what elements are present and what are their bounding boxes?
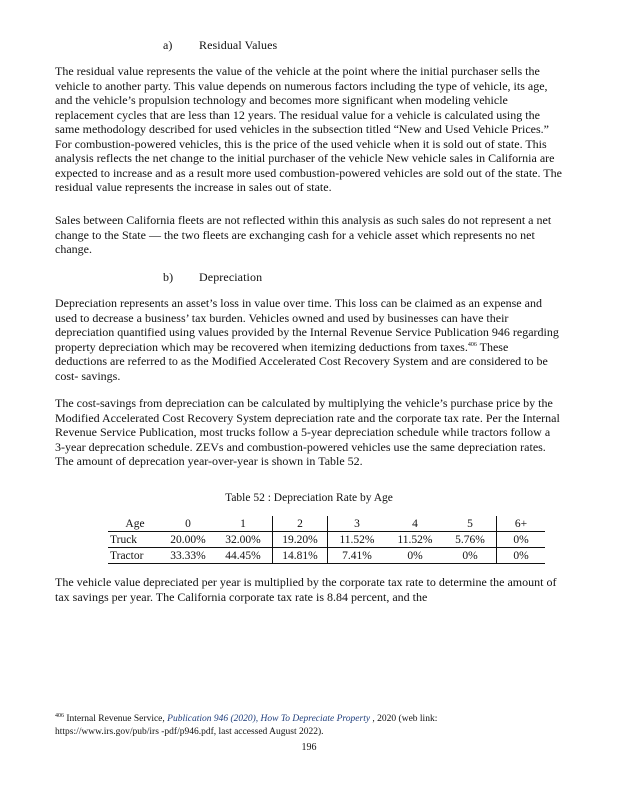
table-cell: 5.76% bbox=[444, 532, 497, 548]
table-row bbox=[108, 548, 545, 564]
footnote-url[interactable]: https://www.irs.gov/pub/irs -pdf/p946.pdf, last accessed August 2022). bbox=[55, 727, 324, 738]
page-number: 196 bbox=[301, 742, 317, 753]
paragraph-depreciation bbox=[55, 296, 563, 383]
table-header-cell: 2 bbox=[273, 516, 328, 532]
table-header-row bbox=[108, 516, 545, 532]
table-cell: 0% bbox=[386, 548, 444, 564]
section-heading-depreciation bbox=[163, 270, 262, 285]
table-cell: 32.00% bbox=[214, 532, 273, 548]
table-cell: 44.45% bbox=[214, 548, 273, 564]
table-cell: 0% bbox=[497, 548, 546, 564]
table-header-cell: Age bbox=[108, 516, 162, 532]
paragraph-text: These deductions are referred to as the Modified Accelerated Cost Recovery System and are considered to be cost- savings. bbox=[55, 339, 548, 383]
table-cell: 20.00% bbox=[162, 532, 214, 548]
table-header-cell: 5 bbox=[444, 516, 497, 532]
footnote-suffix: , 2020 (web link: bbox=[370, 714, 438, 725]
table-header-cell: 6+ bbox=[497, 516, 546, 532]
table-header-cell: 1 bbox=[214, 516, 273, 532]
table-header-cell: 4 bbox=[386, 516, 444, 532]
table-cell: 14.81% bbox=[273, 548, 328, 564]
table-cell: 19.20% bbox=[273, 532, 328, 548]
section-marker: b) bbox=[163, 270, 174, 284]
table-cell: 11.52% bbox=[386, 532, 444, 548]
table-header-cell: 0 bbox=[162, 516, 214, 532]
footnote-reference[interactable]: 406 bbox=[467, 341, 477, 348]
paragraph-fleet-sales: Sales between California fleets are not reflected within this analysis as such sales do not represent a net change to the State — the two fleets are exchanging cash for a vehicle asset which represents no net change. bbox=[55, 213, 552, 256]
table-cell: 11.52% bbox=[328, 532, 387, 548]
section-title: Residual Values bbox=[199, 38, 278, 52]
paragraph-residual-value: The residual value represents the value of the vehicle at the point where the initial purchaser sells the vehicle to another party. This value depends on numerous factors including the type of vehicle, its age, and the vehicle’s propulsion technology and becomes more significant when modeling vehicle replacement cycles that are less than 12 years. The residual value for a vehicle is calculated using the same methodology described for used vehicles in the subsection titled “New and Used Vehicle Prices.” For combustion-powered vehicles, this is the price of the used vehicle when it is sold out of state. This analysis reflects the net change to the initial purchaser of the vehicle New vehicle sales in California are expected to increase and as a result more used combustion-powered vehicles are sold out of the state. The residual value represents the increase in sales out of state. bbox=[55, 64, 562, 194]
footnote-number: 406 bbox=[55, 713, 64, 719]
table-cell: 7.41% bbox=[328, 548, 387, 564]
paragraph-text: Depreciation represents an asset’s loss in value over time. This loss can be claimed as an expense and used to decrease a business’ tax burden. Vehicles owned and used by businesses can have their depreciation quantified using values provided by the Internal Revenue Service Publication 946 regarding property depreciation which may be recovered when itemizing deductions from taxes. bbox=[55, 296, 559, 354]
section-heading-residual-values bbox=[163, 38, 277, 53]
table-row-label: Tractor bbox=[108, 548, 162, 564]
table-cell: 33.33% bbox=[162, 548, 214, 564]
section-marker: a) bbox=[163, 38, 173, 52]
footnote-link-title[interactable]: Publication 946 (2020), How To Depreciate Property bbox=[167, 714, 371, 725]
footnote-prefix: Internal Revenue Service, bbox=[64, 714, 168, 725]
paragraph-tax-savings: The vehicle value depreciated per year is multiplied by the corporate tax rate to determine the amount of tax savings per year. The California corporate tax rate is 8.84 percent, and the bbox=[55, 575, 557, 604]
table-row bbox=[108, 532, 545, 548]
table-header-cell: 3 bbox=[328, 516, 387, 532]
footnote bbox=[55, 710, 563, 739]
paragraph-cost-savings: The cost-savings from depreciation can be calculated by multiplying the vehicle’s purchase price by the Modified Accelerated Cost Recovery System depreciation rate and the corporate tax rate. Per the Internal Revenue Service Publication, most trucks follow a 5-year depreciation schedule while tractors follow a 3-year deprecation schedule. ZEVs and combustion-powered vehicles use the same depreciation rates. The amount of deprecation year-over-year is shown in Table 52. bbox=[55, 396, 560, 468]
depreciation-table bbox=[108, 516, 545, 564]
table-caption: Table 52 : Depreciation Rate by Age bbox=[225, 492, 393, 504]
table-cell: 0% bbox=[444, 548, 497, 564]
table-cell: 0% bbox=[497, 532, 546, 548]
section-title: Depreciation bbox=[199, 270, 263, 284]
table-row-label: Truck bbox=[108, 532, 162, 548]
